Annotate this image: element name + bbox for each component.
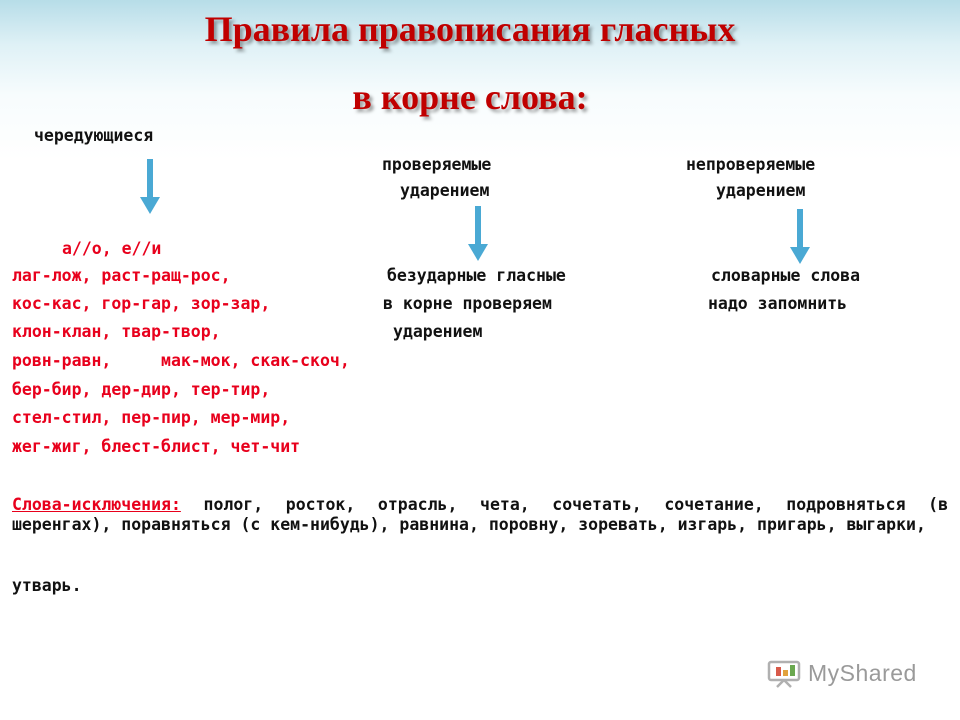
checked-rule-line: ударением [393, 322, 483, 341]
category-unchecked-line-2: ударением [716, 181, 806, 200]
presentation-board-icon [766, 658, 802, 688]
exceptions-last: утварь. [12, 576, 82, 595]
logo-text: MyShared [808, 659, 917, 686]
exceptions-text: полог, росток, отрасль, чета, сочетать, сочетание, подровняться (в шеренгах), поравняться (с кем-нибудь), равнина, поровну, зоревать, изгарь, пригарь, выгарки, [12, 495, 949, 534]
alternating-header: а//о, е//и [62, 239, 162, 258]
alternating-line: клон-клан, твар-твор, [12, 322, 221, 341]
category-unchecked-line-1: непроверяемые [686, 155, 816, 174]
arrow-down-icon [467, 206, 489, 262]
page-title-line-2: в корне слова: [352, 77, 588, 117]
alternating-line: лаг-лож, раст-ращ-рос, [12, 266, 231, 285]
checked-rule-line: в корне проверяем [383, 294, 552, 313]
page-title-line-1: Правила правописания гласных [204, 9, 736, 49]
alternating-line: стел-стил, пер-пир, мер-мир, [12, 408, 291, 427]
arrow-down-icon [139, 159, 161, 215]
alternating-line: бер-бир, дер-дир, тер-тир, [12, 380, 271, 399]
alternating-line: ровн-равн, мак-мок, скак-скоч, [12, 351, 350, 370]
exceptions-paragraph [12, 495, 948, 535]
myshared-logo [766, 656, 917, 690]
category-checked-line-1: проверяемые [382, 155, 492, 174]
alternating-line: кос-кас, гор-гар, зор-зар, [12, 294, 271, 313]
exceptions-label: Слова-исключения: [12, 495, 181, 514]
checked-rule-line: безударные гласные [387, 266, 566, 285]
unchecked-rule-line: словарные слова [711, 266, 861, 285]
category-alternating: чередующиеся [34, 126, 154, 145]
alternating-line: жег-жиг, блест-блист, чет-чит [12, 437, 301, 456]
unchecked-rule-line: надо запомнить [708, 294, 848, 313]
category-checked-line-2: ударением [400, 181, 490, 200]
arrow-down-icon [789, 209, 811, 265]
